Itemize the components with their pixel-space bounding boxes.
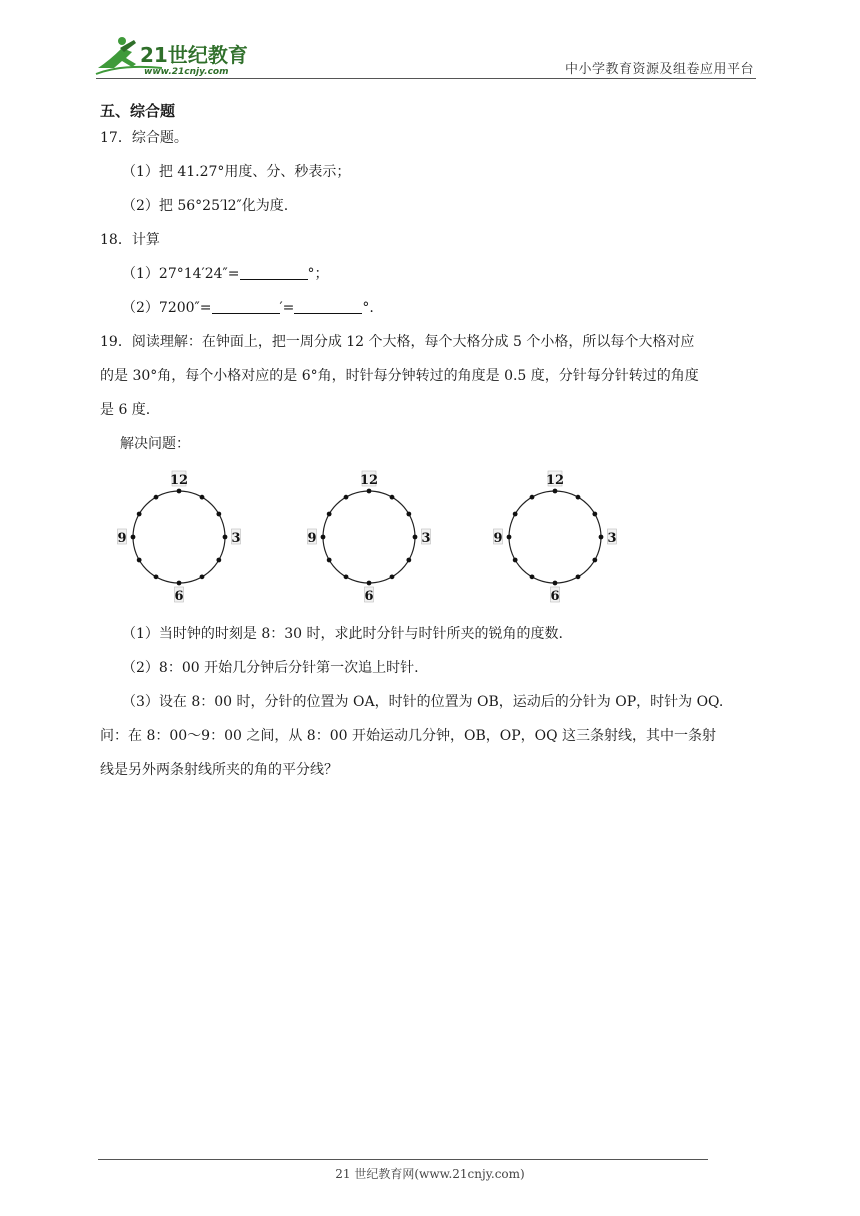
logo-url: www.21cnjy.com (144, 67, 229, 77)
hour-mark (223, 535, 228, 540)
q19-part3-line1: （3）设在 8：00 时，分针的位置为 OA，时针的位置为 OB，运动后的分针为 OP，时针为 OQ. (122, 694, 724, 710)
hour-mark (321, 535, 326, 540)
answer-blank[interactable] (212, 299, 280, 314)
site-logo (92, 34, 272, 80)
hour-mark (530, 495, 535, 500)
q19-part2: （2）8：00 开始几分钟后分针第一次追上时针. (122, 660, 419, 676)
q18-stem: 18．计算 (100, 232, 160, 248)
hour-mark (576, 574, 581, 579)
q18-part2-middle: ′= (279, 300, 295, 316)
hour-mark (327, 558, 332, 563)
hour-mark (530, 574, 535, 579)
hour-mark (200, 495, 205, 500)
clock-number: 12 (169, 473, 189, 488)
hour-mark (344, 574, 349, 579)
q19-line1: 19．阅读理解：在钟面上，把一周分成 12 个大格，每个大格分成 5 个小格，所以每个大格对应 (100, 334, 695, 350)
hour-mark (553, 581, 558, 586)
hour-mark (327, 512, 332, 517)
hour-mark (137, 558, 142, 563)
clock-number: 3 (421, 531, 431, 546)
clock-face (112, 464, 242, 610)
header-tagline: 中小学教育资源及组卷应用平台 (564, 62, 754, 77)
hour-mark (216, 512, 221, 517)
clock-face (302, 464, 432, 610)
hour-mark (367, 581, 372, 586)
clock-number: 6 (550, 589, 560, 604)
q18-part2-suffix: °. (362, 300, 374, 316)
hour-mark (177, 581, 182, 586)
hour-mark (592, 558, 597, 563)
clock-number: 3 (231, 531, 241, 546)
q17-part2: （2）把 56°25′l2″化为度. (122, 198, 289, 214)
section-title: 五、综合题 (100, 102, 176, 120)
clock-number: 12 (545, 473, 565, 488)
hour-mark (177, 489, 182, 494)
clock-svg (302, 464, 432, 610)
clock-circle (133, 491, 225, 583)
q19-solve-label: 解决问题： (120, 436, 190, 452)
q18-part1-suffix: °； (307, 266, 329, 282)
clock-svg (488, 464, 618, 610)
clock-number: 9 (307, 531, 317, 546)
q18-part1-prefix: （1）27°14′24″= (122, 266, 240, 282)
hour-mark (513, 558, 518, 563)
clock-number: 12 (359, 473, 379, 488)
clock-circle (323, 491, 415, 583)
hour-mark (344, 495, 349, 500)
answer-blank[interactable] (240, 265, 308, 280)
hour-mark (137, 512, 142, 517)
hour-mark (507, 535, 512, 540)
q19-part3-line3: 线是另外两条射线所夹的角的平分线？ (100, 762, 338, 778)
hour-mark (413, 535, 418, 540)
clock-number: 9 (117, 531, 127, 546)
hour-mark (553, 489, 558, 494)
clock-number: 3 (607, 531, 617, 546)
hour-mark (390, 495, 395, 500)
hour-mark (154, 495, 159, 500)
q17-part1: （1）把 41.27°用度、分、秒表示； (122, 164, 351, 180)
answer-blank[interactable] (294, 299, 362, 314)
hour-mark (390, 574, 395, 579)
q18-part2 (122, 298, 374, 318)
logo-text: 21世纪教育 (140, 43, 248, 67)
footer-text: 21 世纪教育网(www.21cnjy.com) (335, 1167, 525, 1181)
footer-divider (98, 1159, 708, 1160)
hour-mark (367, 489, 372, 494)
hour-mark (599, 535, 604, 540)
hour-mark (406, 558, 411, 563)
clock-number: 9 (493, 531, 503, 546)
clock-face (488, 464, 618, 610)
q18-part1 (122, 264, 329, 284)
clock-number: 6 (174, 589, 184, 604)
q18-part2-prefix: （2）7200″= (122, 300, 212, 316)
hour-mark (406, 512, 411, 517)
q19-part1: （1）当时钟的时刻是 8：30 时，求此时分针与时针所夹的锐角的度数. (122, 626, 563, 642)
hour-mark (200, 574, 205, 579)
hour-mark (576, 495, 581, 500)
q19-line2: 的是 30°角，每个小格对应的是 6°角，时针每分钟转过的角度是 0.5 度，分针每分针转过的角度 (100, 368, 699, 384)
hour-mark (154, 574, 159, 579)
hour-mark (131, 535, 136, 540)
hour-mark (513, 512, 518, 517)
clock-circle (509, 491, 601, 583)
hour-mark (216, 558, 221, 563)
q19-line3: 是 6 度. (100, 402, 151, 418)
q17-stem: 17．综合题。 (100, 130, 188, 146)
header-divider (96, 78, 756, 79)
clock-svg (112, 464, 242, 610)
hour-mark (592, 512, 597, 517)
clock-number: 6 (364, 589, 374, 604)
clock-faces-row (112, 464, 632, 610)
q19-part3-line2: 问：在 8：00～9：00 之间，从 8：00 开始运动几分钟，OB，OP，OQ 这三条射线，其中一条射 (100, 728, 717, 744)
